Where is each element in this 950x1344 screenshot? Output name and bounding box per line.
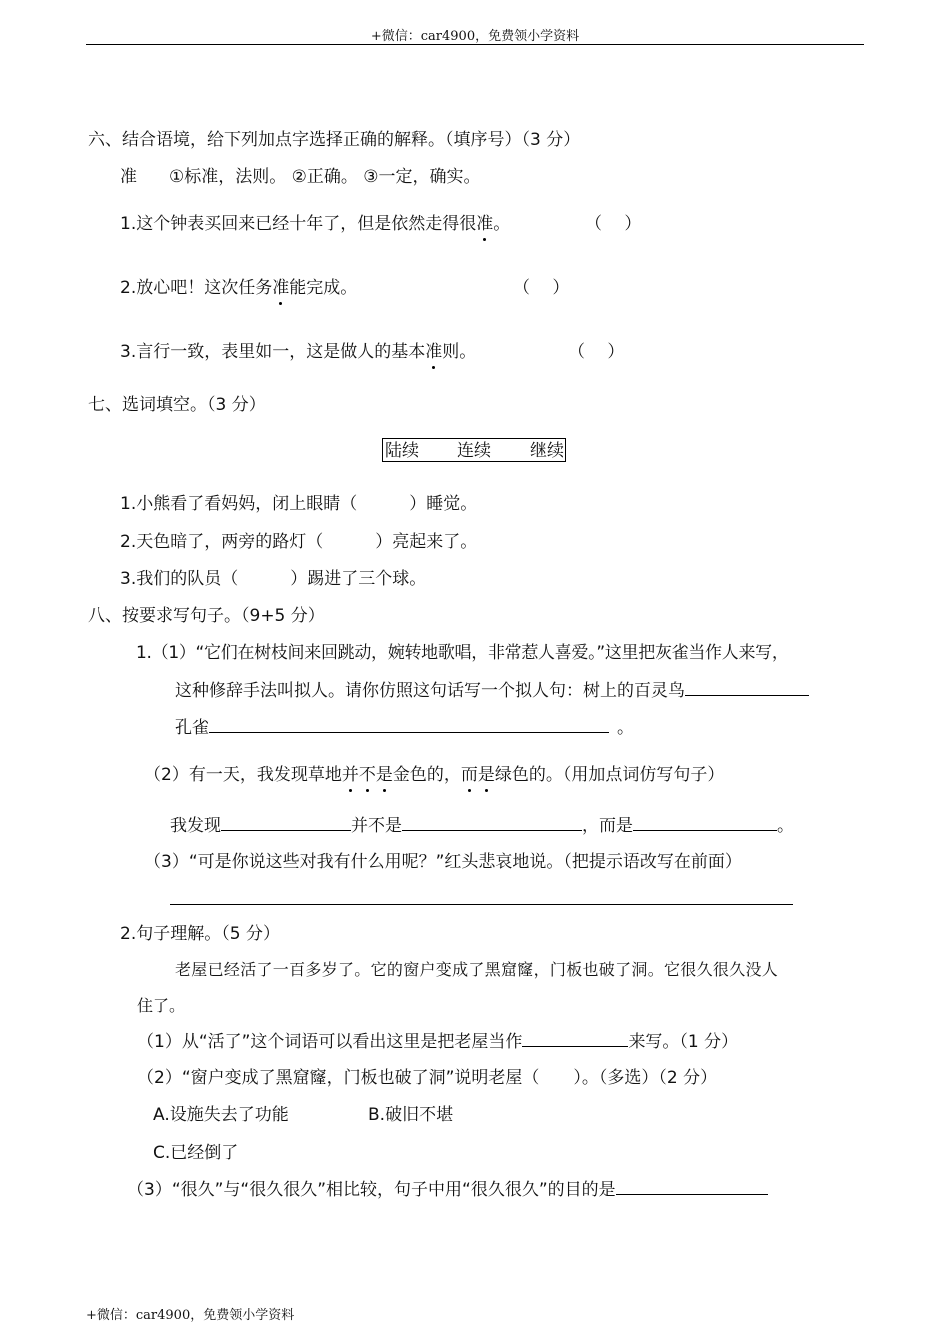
- s6-q3-dotted-char: 准: [425, 342, 443, 362]
- s6-q1-dotted-char: 准: [476, 214, 494, 234]
- section-6-word-row: [120, 162, 481, 187]
- s8-q2-fill-d: 。: [777, 816, 794, 836]
- s7-question-2: [120, 527, 477, 552]
- s8-q1-end: 。: [617, 718, 634, 738]
- s8-p1-text: （1）从“活了”这个词语可以看出这里是把老屋当作: [137, 1032, 523, 1052]
- s7-question-1: [120, 489, 477, 514]
- s8-p1: [137, 1027, 738, 1052]
- page-header: +微信：car4900，免费领小学资料: [370, 29, 580, 44]
- s8-q2-blank-2[interactable]: [402, 812, 582, 831]
- passage-line-2: 住了。: [137, 996, 186, 1015]
- option-c[interactable]: C.已经倒了: [153, 1143, 239, 1163]
- s8-q2-blank-1[interactable]: [221, 812, 351, 831]
- word-choice-box: [382, 438, 566, 462]
- s6-question-1: [120, 209, 510, 234]
- s8-q2-text-a: （2）有一天，我发现草地: [144, 765, 342, 785]
- s6-q2-dotted-char: 准: [272, 278, 290, 298]
- s7-q3-text: 3.我们的队员（: [120, 569, 239, 589]
- section-8-title: 八、按要求写句子。（9+5 分）: [88, 606, 325, 626]
- s6-q1-answer-paren[interactable]: （ ）: [585, 214, 642, 234]
- target-word: 准: [120, 167, 137, 187]
- s8-q2-dot-1: 并: [341, 765, 359, 785]
- s8-q2-dot-4: 而: [460, 765, 478, 785]
- s8-sub2-title: 2.句子理解。（5 分）: [120, 924, 280, 944]
- s6-q3-end: 则。: [442, 342, 477, 362]
- s8-p3-blank[interactable]: [616, 1176, 768, 1195]
- s7-q2-end: ）亮起来了。: [375, 532, 478, 552]
- s8-q2-fill-line: [170, 811, 794, 836]
- header-divider: [86, 44, 864, 45]
- s8-q1-line1: 1.（1）“它们在树枝间来回跳动，婉转地歌唱，非常惹人喜爱。”这里把灰雀当作人来写，: [136, 643, 789, 663]
- page-footer: +微信：car4900，免费领小学资料: [86, 1308, 295, 1323]
- s8-q1-line2: [175, 676, 809, 701]
- meaning-options: ①标准，法则。 ②正确。 ③一定，确实。: [169, 167, 481, 187]
- word-choice-2: 连续: [457, 441, 491, 461]
- s8-q2-blank-3[interactable]: [633, 812, 777, 831]
- s8-q3-prompt: （3）“可是你说这些对我有什么用呢？”红头悲哀地说。（把提示语改写在前面）: [144, 852, 742, 872]
- s6-question-2: [120, 273, 357, 298]
- s8-q1-blank-lark[interactable]: [685, 677, 809, 696]
- s8-q1-prompt: 这种修辞手法叫拟人。请你仿照这句话写一个拟人句：树上的百灵鸟: [175, 681, 685, 701]
- s7-question-3: [120, 564, 426, 589]
- s6-q2-answer-paren[interactable]: （ ）: [513, 278, 570, 298]
- s6-q1-text: 1.这个钟表买回来已经十年了，但是依然走得很: [120, 214, 477, 234]
- s7-q1-end: ）睡觉。: [409, 494, 478, 514]
- s8-q2-fill-a: 我发现: [170, 816, 221, 836]
- s8-q2-prompt: [144, 760, 724, 785]
- s8-q2-text-c: 绿色的。（用加点词仿写句子）: [494, 765, 725, 785]
- s8-p3: [127, 1175, 768, 1200]
- passage-line-1: 老屋已经活了一百多岁了。它的窗户变成了黑窟窿，门板也破了洞。它很久很久没人: [175, 960, 779, 979]
- s8-q2-fill-b: 并不是: [351, 816, 402, 836]
- s8-q1-line3: [175, 713, 634, 738]
- s8-q2-dot-2: 不: [358, 765, 376, 785]
- s8-p1-end: 来写。（1 分）: [628, 1032, 739, 1052]
- s6-q3-answer-paren[interactable]: （ ）: [568, 342, 625, 362]
- s6-question-3: [120, 337, 476, 362]
- word-choice-1: 陆续: [385, 441, 419, 461]
- s7-q1-text: 1.小熊看了看妈妈，闭上眼睛（: [120, 494, 358, 514]
- s8-q1-blank-peacock[interactable]: [209, 714, 609, 733]
- s8-p2: （2）“窗户变成了黑窟窿，门板也破了洞”说明老屋（ ）。（多选）（2 分）: [137, 1068, 718, 1088]
- s6-q2-end: 能完成。: [289, 278, 358, 298]
- word-choice-3: 继续: [530, 441, 564, 461]
- s8-p1-blank[interactable]: [522, 1028, 628, 1047]
- section-6-title: 六、结合语境，给下列加点字选择正确的解释。（填序号）（3 分）: [88, 130, 581, 150]
- s7-q3-end: ）踢进了三个球。: [290, 569, 427, 589]
- s8-q2-dot-3: 是: [375, 765, 393, 785]
- section-7-title: 七、选词填空。（3 分）: [88, 395, 266, 415]
- s6-q3-text: 3.言行一致，表里如一，这是做人的基本: [120, 342, 426, 362]
- s6-q1-end: 。: [493, 214, 511, 234]
- s6-q2-text: 2.放心吧！这次任务: [120, 278, 273, 298]
- s8-q1-peacock-label: 孔雀: [175, 718, 209, 738]
- s8-q2-text-b: 金色的，: [392, 765, 461, 785]
- s8-q2-dot-5: 是: [477, 765, 495, 785]
- s8-q3-answer-line[interactable]: [170, 904, 793, 905]
- s8-p3-text: （3）“很久”与“很久很久”相比较，句子中用“很久很久”的目的是: [127, 1180, 616, 1200]
- s8-q2-fill-c: ，而是: [582, 816, 633, 836]
- option-b[interactable]: B.破旧不堪: [368, 1105, 454, 1125]
- s7-q2-text: 2.天色暗了，两旁的路灯（: [120, 532, 324, 552]
- option-a[interactable]: A.设施失去了功能: [153, 1105, 289, 1125]
